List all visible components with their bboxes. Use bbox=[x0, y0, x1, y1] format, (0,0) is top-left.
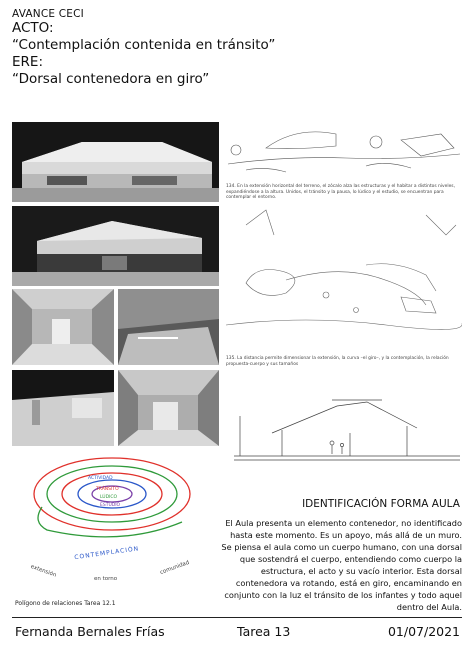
section-body: El Aula presenta un elemento contenedor, no identificado hasta este momento. Es un apoyo, más allá de un muro. Se piensa el aula como un cuerpo humano, con una dorsal que sostendrá el cuerpo, entendiendo como cuerpo la estructura, el acto y su vacío interior. Esta dorsal contenedora va rotando, está en giro, encaminando en conjunto con la luz el tránsito de los infantes y todo aquel dentro del Aula. bbox=[221, 518, 462, 612]
label-transito: TRÁNSITO bbox=[96, 487, 119, 492]
sketch-perspective-2 bbox=[226, 205, 462, 353]
footer-author: Fernanda Bernales Frías bbox=[15, 624, 165, 639]
label-en-torno: en torno bbox=[94, 576, 118, 582]
ring-green bbox=[47, 466, 177, 522]
sketch-caption-1: 134. En la extensión horizontal del terreno, el zócalo alza las estructuras y el habitar a distintos niveles, expandiéndose a la altura. Unidos, el tránsito y la pausa, lo lúdico y el estudio, se encuentran para contemplar el entorno. bbox=[226, 184, 455, 201]
model-photo-interior-2 bbox=[118, 289, 219, 365]
label-actividad: ACTIVIDAD bbox=[88, 476, 113, 481]
ere-value: “Dorsal contenedora en giro” bbox=[12, 71, 210, 87]
header-subtitle: AVANCE CECI bbox=[12, 8, 84, 20]
section-title: IDENTIFICACIÓN FORMA AULA bbox=[302, 498, 460, 510]
relations-diagram bbox=[12, 452, 212, 592]
sketch-section bbox=[232, 388, 462, 468]
label-ludico: LÚDICO bbox=[100, 495, 118, 500]
ere-label: ERE: bbox=[12, 54, 43, 70]
label-contemplacion: CONTEMPLACIÓN bbox=[73, 545, 140, 562]
acto-value: “Contemplación contenida en tránsito” bbox=[12, 37, 276, 53]
model-photo-interior-4 bbox=[118, 370, 219, 446]
label-estudio: ESTUDIO bbox=[100, 503, 121, 508]
page-footer bbox=[15, 624, 460, 642]
diagram-caption: Polígono de relaciones Tarea 12.1 bbox=[15, 600, 116, 607]
ring-red bbox=[34, 458, 190, 530]
page-header bbox=[12, 8, 312, 88]
label-extension: extensión bbox=[29, 563, 57, 579]
model-photo-exterior-2 bbox=[12, 206, 219, 286]
footer-divider bbox=[12, 617, 462, 618]
model-photo-exterior-1 bbox=[12, 122, 219, 202]
footer-task: Tarea 13 bbox=[237, 624, 291, 639]
label-comunidad: comunidad bbox=[159, 559, 191, 576]
sketch-caption-2: 135. La distancia permite dimensionar la extensión, la curva –el giro–, y la contemplación, la relación propuesta-cuerpo y sus tamaños bbox=[226, 356, 449, 367]
model-photo-interior-1 bbox=[12, 289, 114, 365]
model-photo-interior-3 bbox=[12, 370, 114, 446]
footer-date: 01/07/2021 bbox=[387, 624, 460, 639]
sketch-perspective-1 bbox=[226, 120, 462, 182]
acto-label: ACTO: bbox=[12, 20, 54, 36]
